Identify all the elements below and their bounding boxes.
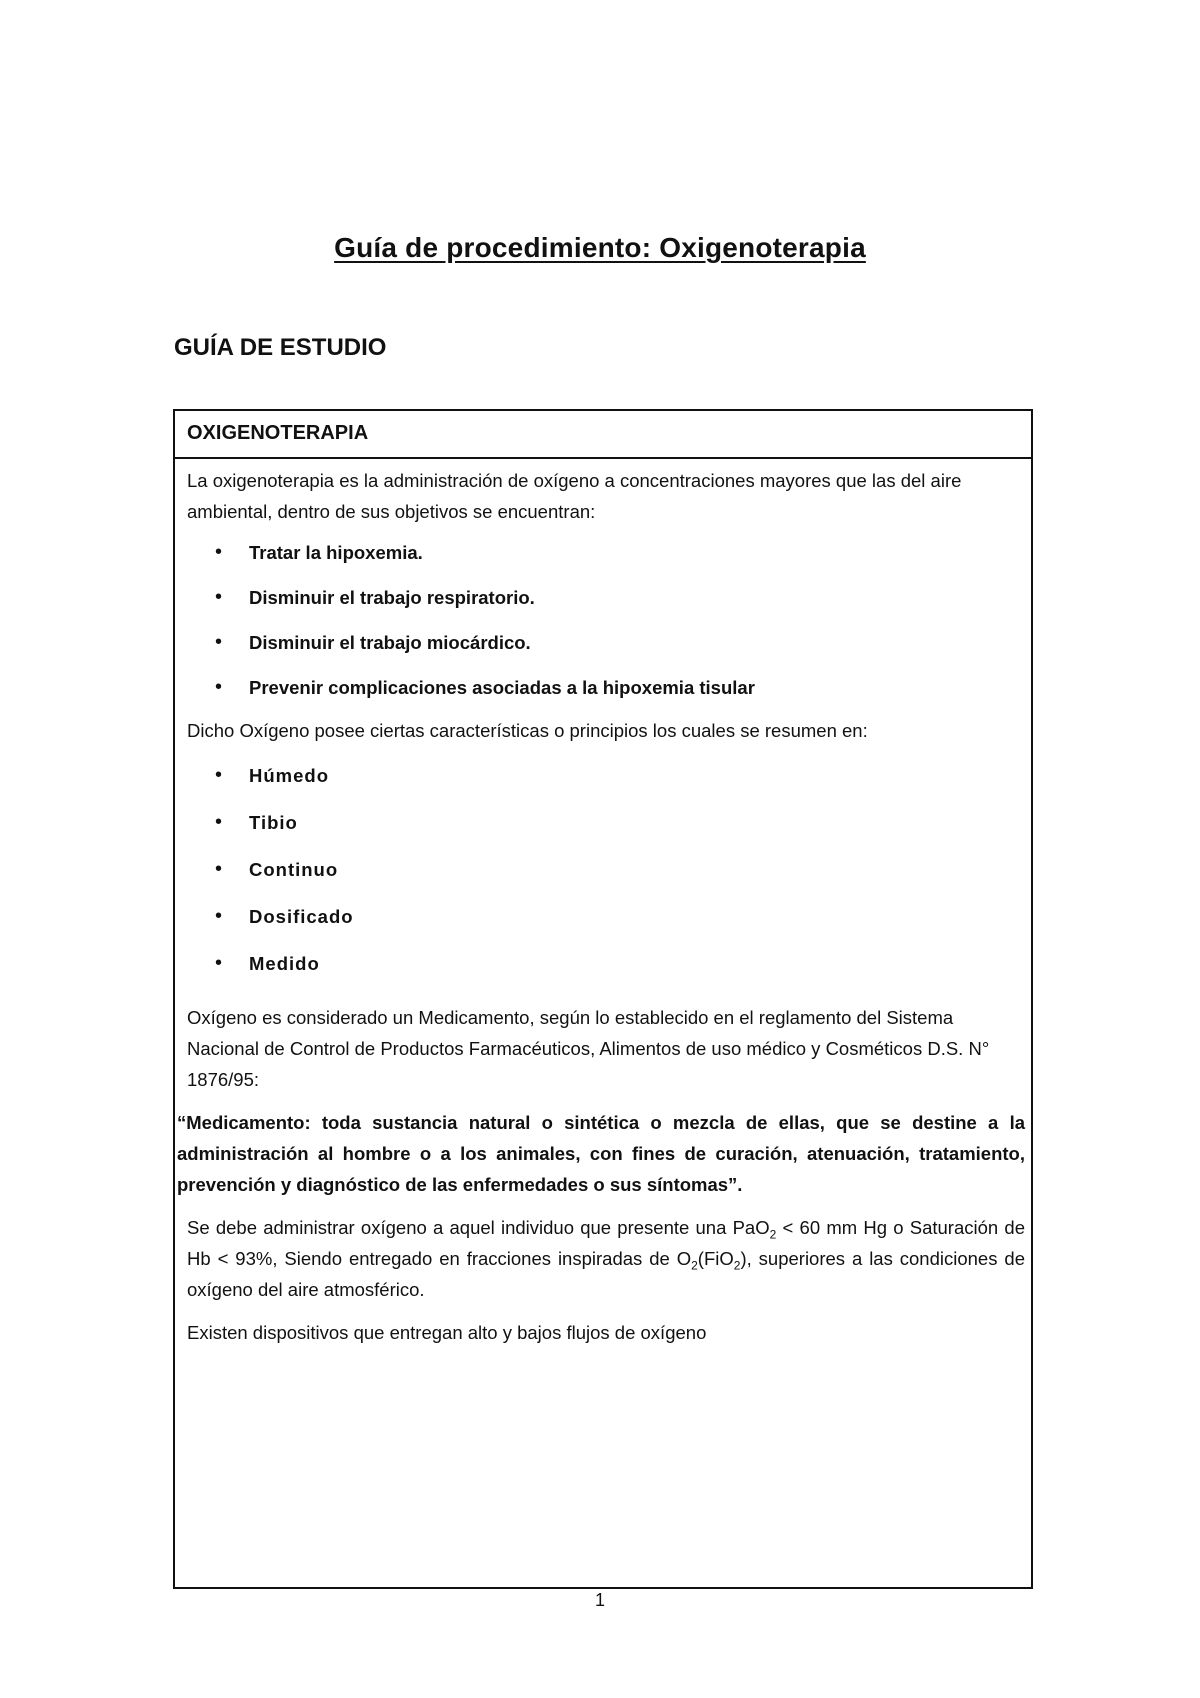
characteristic-text: Húmedo bbox=[249, 765, 329, 786]
indication-paragraph bbox=[187, 1212, 1025, 1305]
section-heading: GUÍA DE ESTUDIO bbox=[174, 334, 387, 361]
list-item bbox=[187, 582, 1025, 627]
bullet-icon: • bbox=[215, 764, 224, 786]
objective-text: Prevenir complicaciones asociadas a la hipoxemia tisular bbox=[249, 677, 755, 698]
characteristic-text: Continuo bbox=[249, 859, 339, 880]
box-body bbox=[175, 465, 1031, 1348]
list-item bbox=[187, 672, 1025, 717]
objectives-list bbox=[187, 537, 1025, 717]
subscript: 2 bbox=[769, 1227, 777, 1242]
bullet-icon: • bbox=[215, 858, 224, 880]
list-item bbox=[187, 627, 1025, 672]
indication-text: ), superiores a las condiciones de oxígeno del aire atmosférico. bbox=[187, 1248, 1025, 1300]
page-title: Guía de procedimiento: Oxigenoterapia bbox=[334, 232, 866, 263]
bullet-icon: • bbox=[215, 952, 224, 974]
list-item bbox=[187, 901, 1025, 948]
page-number: 1 bbox=[594, 1590, 605, 1610]
list-item bbox=[187, 537, 1025, 582]
objective-text: Disminuir el trabajo respiratorio. bbox=[249, 587, 535, 608]
bullet-icon: • bbox=[215, 905, 224, 927]
list-item bbox=[187, 807, 1025, 854]
content-box bbox=[173, 409, 1033, 1589]
characteristic-text: Medido bbox=[249, 953, 320, 974]
bullet-icon: • bbox=[215, 541, 223, 563]
list-item bbox=[187, 760, 1025, 807]
indication-text: < 60 mm Hg o Saturación de Hb < 93%, Siendo entregado en fracciones inspiradas de O bbox=[187, 1217, 1025, 1269]
characteristic-text: Tibio bbox=[249, 812, 298, 833]
list-item bbox=[187, 854, 1025, 901]
intro-paragraph: La oxigenoterapia es la administración de oxígeno a concentraciones mayores que las del aire ambiental, dentro de sus objetivos se encuentran: bbox=[187, 470, 962, 522]
objective-text: Tratar la hipoxemia. bbox=[249, 542, 423, 563]
regulation-paragraph: Oxígeno es considerado un Medicamento, según lo establecido en el reglamento del Sistema Nacional de Control de Productos Farmacéuticos, Alimentos de uso médico y Cosméticos D.S. N° 1876/95: bbox=[187, 1007, 990, 1090]
bullet-icon: • bbox=[215, 586, 223, 608]
devices-paragraph: Existen dispositivos que entregan alto y bajos flujos de oxígeno bbox=[187, 1322, 707, 1343]
characteristic-text: Dosificado bbox=[249, 906, 354, 927]
medication-definition-quote: “Medicamento: toda sustancia natural o sintética o mezcla de ellas, que se destine a la administración al hombre o a los animales, con fines de curación, atenuación, tratamiento, prevención y diagnóstico de las enfermedades o sus síntomas”. bbox=[177, 1112, 1025, 1195]
bullet-icon: • bbox=[215, 811, 224, 833]
box-header: OXIGENOTERAPIA bbox=[175, 411, 1031, 459]
characteristics-list bbox=[187, 760, 1025, 995]
bullet-icon: • bbox=[215, 631, 223, 653]
indication-text: Se debe administrar oxígeno a aquel individuo que presente una PaO bbox=[187, 1217, 770, 1238]
objective-text: Disminuir el trabajo miocárdico. bbox=[249, 632, 531, 653]
indication-text: (FiO bbox=[697, 1248, 734, 1269]
bullet-icon: • bbox=[215, 676, 223, 698]
subscript: 2 bbox=[691, 1258, 698, 1273]
characteristics-intro: Dicho Oxígeno posee ciertas características o principios los cuales se resumen en: bbox=[187, 720, 868, 741]
list-item bbox=[187, 948, 1025, 995]
subscript: 2 bbox=[733, 1258, 741, 1273]
